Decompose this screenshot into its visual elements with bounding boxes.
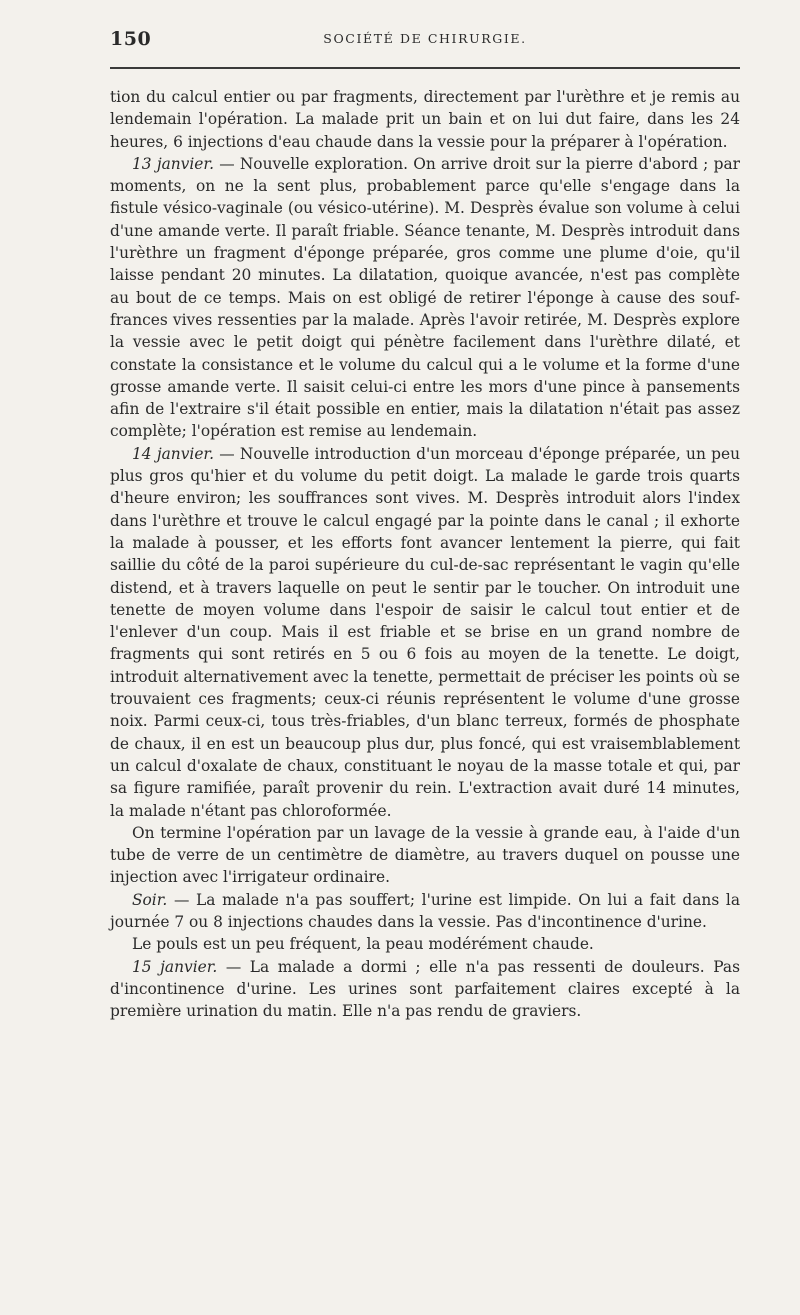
paragraph-3 (110, 443, 740, 822)
running-title: SOCIÉTÉ DE CHIRURGIE. (323, 31, 527, 46)
paragraph-4 (110, 822, 740, 889)
paragraph-3-text: — Nouvelle introduction d'un morceau d'éponge préparée, un peu plus gros qu'hier et du volume du petit doigt. La malade le garde trois quarts d'heure environ; les souffrances sont vives. M. Desprès introduit alors l'index dans l'urèthre et trouve le calcul engagé par la pointe dans le canal ; il exhorte la malade à pousser, et les efforts font avancer lentement la pierre, qui fait saillie du côté de la paroi supérieure du cul-de-sac représentant le vagin qu'elle distend, et à travers laquelle on peut le sentir par le toucher. On introduit une tenette de moyen volume dans l'espoir de saisir le calcul tout entier et de l'enlever d'un coup. Mais il est friable et se brise en un grand nombre de fragments qui sont retirés en 5 ou 6 fois au moyen de la tenette. Le doigt, introduit alternativement avec la tenette, permettait de préciser les points où se trouvaient ces fragments; ceux-ci réunis représentent le volume d'une grosse noix. Parmi ceux-ci, tous très-friables, d'un blanc terreux, formés de phosphate de chaux, il en est un beaucoup plus dur, plus foncé, qui est vraisemblablement un calcul d'oxalate de chaux, constituant le noyau de la masse totale et qui, par sa figure ramifiée, paraît provenir du rein. L'extraction avait duré 14 minutes, la malade n'étant pas chloroformée. (110, 444, 740, 820)
paragraph-3-date: 14 janvier. (132, 444, 214, 463)
paragraph-7 (110, 956, 740, 1023)
paragraph-1-text: tion du calcul entier ou par fragments, directement par l'urèthre et je remis au lendemain l'opération. La malade prit un bain et on lui dut faire, dans les 24 heures, 6 injections d'eau chaude dans la vessie pour la préparer à l'opération. (110, 88, 740, 151)
paragraph-2 (110, 153, 740, 443)
paragraph-5-text: — La malade n'a pas souffert; l'urine est limpide. On lui a fait dans la journée 7 ou 8 injections chaudes dans la vessie. Pas d'incontinence d'urine. (110, 890, 740, 931)
paragraph-2-date: 13 janvier. (132, 154, 214, 173)
paragraph-5-date: Soir. (132, 890, 168, 909)
body-text (110, 86, 740, 1022)
paragraph-7-text: — La malade a dormi ; elle n'a pas ressenti de douleurs. Pas d'incontinence d'urine. Les urines sont parfaitement claires excepté à la première urination du matin. Elle n'a pas rendu de graviers. (110, 957, 740, 1021)
paragraph-7-date: 15 janvier. (132, 957, 218, 976)
paragraph-6 (110, 933, 740, 955)
paragraph-1 (110, 86, 740, 153)
paragraph-2-text: — Nouvelle exploration. On arrive droit sur la pierre d'abord ; par moments, on ne la sent plus, probablement parce qu'elle s'engage dans la fistule vésico-vaginale (ou vésico-utérine). M. Desprès évalue son volume à celui d'une amande verte. Il paraît friable. Séance tenante, M. Desprès introduit dans l'urèthre un fragment d'éponge préparée, gros comme une plume d'oie, qu'il laisse pendant 20 minutes. La dilatation, quoique avancée, n'est pas complète au bout de ce temps. Mais on est obligé de retirer l'éponge à cause des souffrances vives ressenties par la malade. Après l'avoir retirée, M. Desprès explore la vessie avec le petit doigt qui pénètre facilement dans l'urèthre dilaté, et constate la consistance et le volume du calcul qui a le volume et la forme d'une grosse amande verte. Il saisit celui-ci entre les mors d'une pince à pansements afin de l'extraire s'il était possible en entier, mais la dilatation n'était pas assez complète; l'opération est remise au lendemain. (110, 154, 740, 441)
paragraph-5 (110, 889, 740, 934)
page-header (110, 28, 740, 50)
paragraph-4-text: On termine l'opération par un lavage de la vessie à grande eau, à l'aide d'un tube de verre de un centimètre de diamètre, au travers duquel on pousse une injection avec l'irrigateur ordinaire. (110, 823, 740, 887)
paragraph-6-text: Le pouls est un peu fréquent, la peau modérément chaude. (132, 935, 594, 954)
header-rule (110, 67, 740, 69)
page-number: 150 (110, 28, 152, 50)
